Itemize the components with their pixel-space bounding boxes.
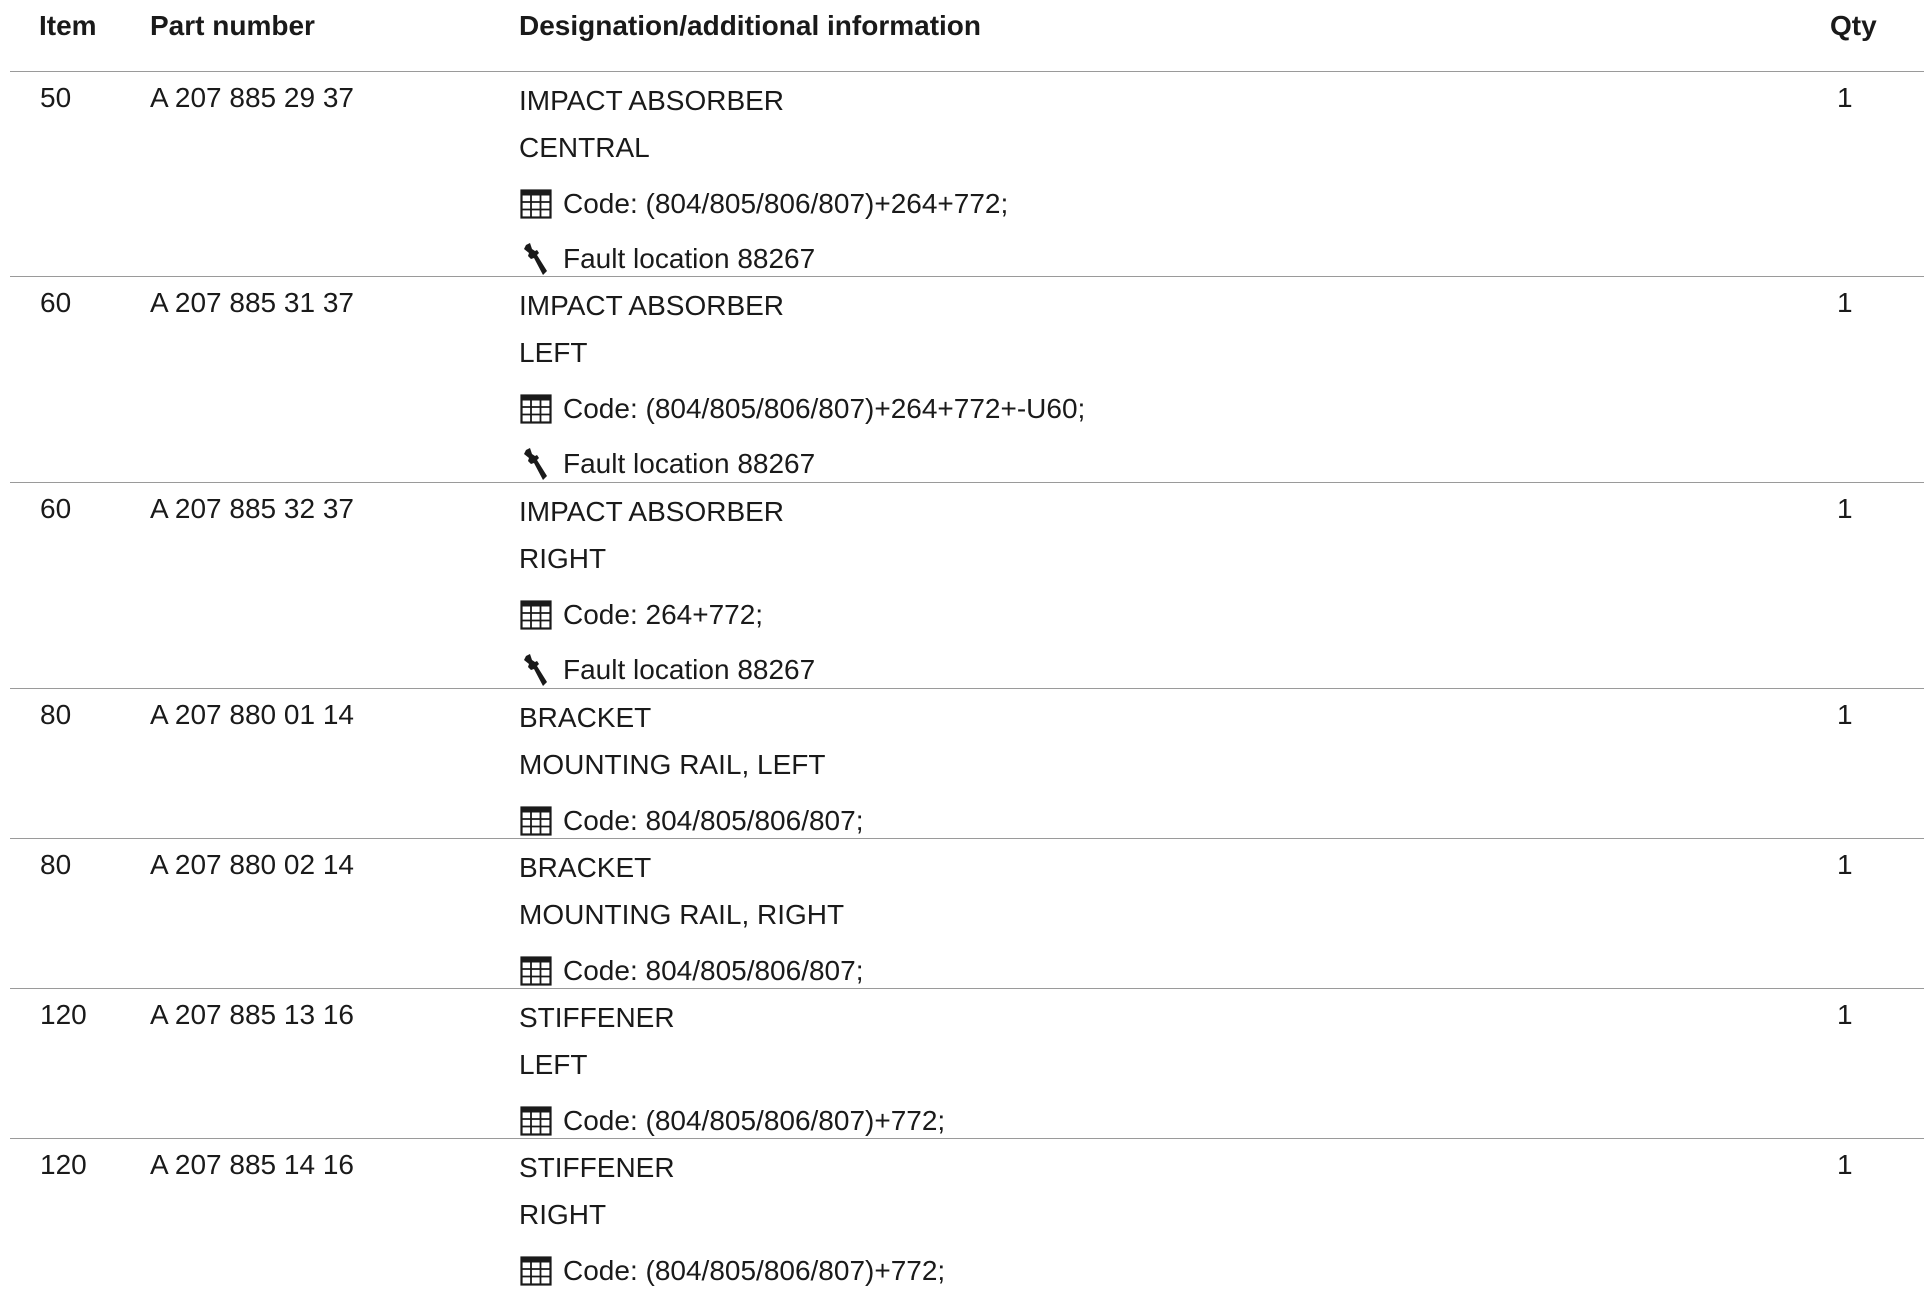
table-row[interactable] — [10, 689, 1924, 839]
designation-line: IMPACT ABSORBER — [519, 290, 785, 321]
code-text: Code: (804/805/806/807)+772; — [563, 1254, 946, 1286]
code-grid-icon — [519, 187, 553, 221]
parts-table — [10, 0, 1924, 1288]
code-text: Code: 264+772; — [563, 598, 764, 630]
designation-line: IMPACT ABSORBER — [519, 496, 785, 527]
qty-value: 1 — [1837, 849, 1853, 880]
item-number: 60 — [40, 287, 72, 318]
designation-line: MOUNTING RAIL, LEFT — [519, 749, 826, 780]
table-row[interactable] — [10, 277, 1924, 483]
table-row[interactable] — [10, 839, 1924, 989]
designation-cell — [519, 287, 1085, 491]
item-number: 80 — [40, 849, 72, 880]
item-number: 120 — [40, 1149, 87, 1180]
designation-line: BRACKET — [519, 702, 652, 733]
designation-line: MOUNTING RAIL, RIGHT — [519, 899, 845, 930]
qty-value: 1 — [1837, 82, 1853, 113]
code-info — [519, 176, 1008, 231]
code-text: Code: (804/805/806/807)+264+772; — [563, 187, 1009, 219]
wrench-icon — [519, 242, 553, 276]
part-number[interactable]: A 207 885 31 37 — [150, 287, 354, 318]
table-row[interactable] — [10, 72, 1924, 277]
qty-value: 1 — [1837, 699, 1853, 730]
code-info — [519, 381, 1085, 436]
designation-line: LEFT — [519, 337, 588, 368]
table-row[interactable] — [10, 1139, 1924, 1288]
designation-line: STIFFENER — [519, 1152, 675, 1183]
code-text: Code: (804/805/806/807)+264+772+-U60; — [563, 392, 1086, 424]
header-item: Item — [39, 10, 97, 41]
designation-line: RIGHT — [519, 543, 607, 574]
item-number: 60 — [40, 493, 72, 524]
designation-line: BRACKET — [519, 852, 652, 883]
designation-cell — [519, 82, 1008, 286]
part-number[interactable]: A 207 885 29 37 — [150, 82, 354, 113]
designation-cell — [519, 699, 863, 848]
designation-line: LEFT — [519, 1049, 588, 1080]
part-number[interactable]: A 207 880 02 14 — [150, 849, 354, 880]
code-info — [519, 1243, 945, 1298]
designation-line: IMPACT ABSORBER — [519, 85, 785, 116]
qty-value: 1 — [1837, 1149, 1853, 1180]
table-row[interactable] — [10, 483, 1924, 689]
item-number: 120 — [40, 999, 87, 1030]
fault-location-text: Fault location 88267 — [563, 242, 816, 274]
fault-location-text: Fault location 88267 — [563, 653, 816, 685]
header-qty: Qty — [1830, 10, 1877, 41]
part-number[interactable]: A 207 885 13 16 — [150, 999, 354, 1030]
code-grid-icon — [519, 598, 553, 632]
designation-cell — [519, 999, 945, 1148]
header-part-number: Part number — [150, 10, 315, 41]
designation-line: CENTRAL — [519, 132, 650, 163]
header-designation: Designation/additional information — [519, 10, 981, 41]
designation-cell — [519, 493, 815, 697]
designation-line: STIFFENER — [519, 1002, 675, 1033]
designation-line: RIGHT — [519, 1199, 607, 1230]
part-number[interactable]: A 207 885 14 16 — [150, 1149, 354, 1180]
item-number: 50 — [40, 82, 72, 113]
table-header — [10, 0, 1924, 72]
part-number[interactable]: A 207 880 01 14 — [150, 699, 354, 730]
table-row[interactable] — [10, 989, 1924, 1139]
code-text: Code: 804/805/806/807; — [563, 804, 864, 836]
designation-cell — [519, 849, 863, 998]
qty-value: 1 — [1837, 493, 1853, 524]
code-text: Code: (804/805/806/807)+772; — [563, 1104, 946, 1136]
code-text: Code: 804/805/806/807; — [563, 954, 864, 986]
code-grid-icon — [519, 954, 553, 988]
item-number: 80 — [40, 699, 72, 730]
designation-cell — [519, 1149, 945, 1298]
code-info — [519, 587, 815, 642]
wrench-icon — [519, 653, 553, 687]
qty-value: 1 — [1837, 287, 1853, 318]
code-grid-icon — [519, 392, 553, 426]
fault-location-text: Fault location 88267 — [563, 447, 816, 479]
wrench-icon — [519, 447, 553, 481]
code-grid-icon — [519, 1104, 553, 1138]
qty-value: 1 — [1837, 999, 1853, 1030]
part-number[interactable]: A 207 885 32 37 — [150, 493, 354, 524]
code-grid-icon — [519, 1254, 553, 1288]
code-grid-icon — [519, 804, 553, 838]
